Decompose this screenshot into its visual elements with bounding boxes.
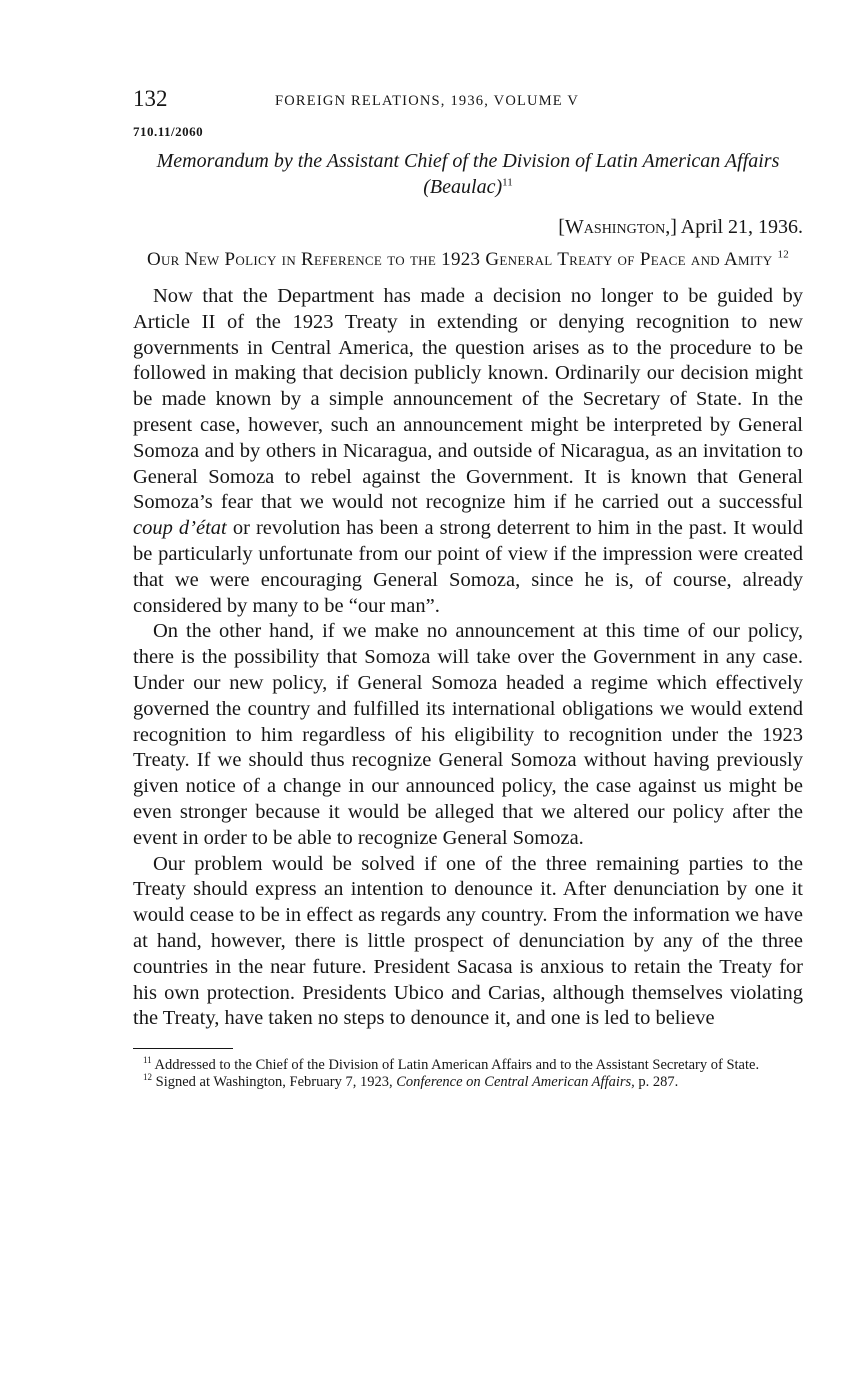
footnote-12-italic: Conference on Central American Affairs, (396, 1073, 635, 1090)
dateline-place: Washington, (564, 216, 671, 238)
footnote-12-number: 12 (143, 1071, 152, 1082)
footnote-11-text: Addressed to the Chief of the Division of Latin American Affairs and to the Assistant Secretary of State. (154, 1057, 760, 1074)
document-heading (133, 148, 803, 200)
running-head (133, 86, 803, 116)
document-page (133, 86, 803, 1090)
footnote-ref-12: 12 (777, 248, 790, 261)
paragraph-1-italic: coup d’état (133, 517, 227, 540)
subject-title (133, 247, 803, 272)
dateline-date: April 21, 1936. (680, 216, 803, 238)
footnote-11-number: 11 (143, 1055, 152, 1066)
paragraph-2: On the other hand, if we make no announcement at this time of our policy, there is the possibility that Somoza will take over the Government in any case. Under our new policy, if General Somoza headed a regime which effectively governed the country and fulfilled its international obligations we would extend recognition to him regardless of his eligibility to recognition under the 1923 Treaty. If we should thus recognize General Somoza without having previously given notice of a change in our announced policy, the case against us might be even stronger because it would be alleged that we altered our policy after the event in order to be able to recognize General Somoza. (133, 620, 803, 849)
file-number: 710.11/2060 (133, 124, 204, 139)
document-title: Memorandum by the Assistant Chief of the Division of Latin American Affairs (Beaulac) (156, 150, 780, 198)
paragraph-1 (133, 284, 803, 619)
running-title: FOREIGN RELATIONS, 1936, VOLUME V (275, 93, 580, 109)
footnotes (133, 1057, 803, 1090)
footnote-rule (133, 1048, 233, 1049)
footnote-11 (133, 1057, 803, 1074)
paragraph-1-part-a: Now that the Department has made a decision no longer to be guided by Article II of the 1923 Treaty in extending or denying recognition to new governments in Central America, the question arises as to the procedure to be followed in making that decision publicly known. Ordinarily our decision might be made known by a simple announcement of the Secretary of State. In the present case, however, such an announcement might be interpreted by General Somoza and by others in Nicaragua, and outside of Nicaragua, as an invitation to General Somoza to rebel against the Government. It is known that General Somoza’s fear that we would not recognize him if he carried out a successful (133, 285, 803, 514)
subject-text: Our New Policy in Reference to the 1923 General Treaty of Peace and Amity (146, 249, 773, 270)
footnote-12-text: Signed at Washington, February 7, 1923, (155, 1073, 393, 1090)
paragraph-1-part-b: or revolution has been a strong deterrent to him in the past. It would be particularly unfortunate from our point of view if the impression were created that we were encouraging General Somoza, since he is, of course, already considered by many to be “our man”. (133, 517, 803, 617)
footnote-12 (133, 1071, 803, 1091)
dateline: [Washington,] April 21, 1936. (558, 216, 803, 238)
footnote-12-tail: p. 287. (638, 1073, 679, 1090)
paragraph-3: Our problem would be solved if one of the three remaining parties to the Treaty should express an intention to denounce it. After denunciation by one it would cease to be in effect as regards any country. From the information we have at hand, however, there is little prospect of denunciation by any of the three countries in the near future. President Sacasa is anxious to retain the Treaty for his own protection. Presidents Ubico and Carias, although themselves violating the Treaty, have taken no steps to denounce it, and one is led to believe (133, 852, 803, 1030)
page-number: 132 (133, 86, 168, 111)
body-text (133, 284, 803, 1032)
footnote-ref-11: 11 (502, 176, 513, 189)
